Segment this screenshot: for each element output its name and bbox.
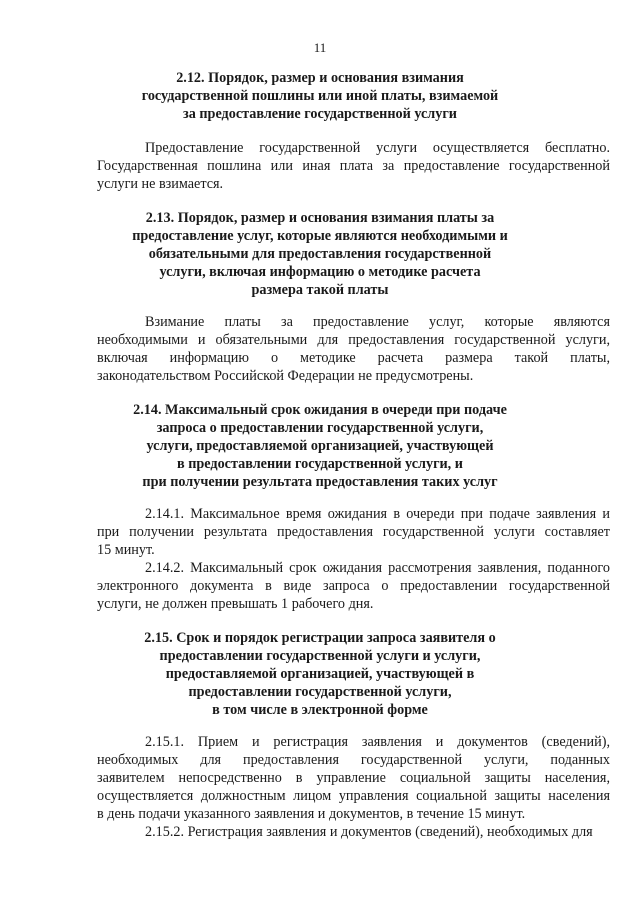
paragraph-line: электронного документа в виде запроса о предоставлении государственной	[97, 578, 610, 594]
section-heading-2-15-line: в том числе в электронной форме	[212, 702, 428, 718]
section-heading-2-12-line: государственной пошлины или иной платы, взимаемой	[141, 88, 499, 104]
section-heading-2-14-line: 2.14. Максимальный срок ожидания в очереди при подаче	[133, 402, 507, 418]
section-heading-2-13-line: обязательными для предоставления государственной	[148, 246, 492, 262]
section-heading-2-13-line: 2.13. Порядок, размер и основания взимания платы за	[145, 210, 495, 226]
section-heading-2-15-line: предоставлении государственной услуги и услуги,	[159, 648, 481, 664]
paragraph-line: Государственная пошлина или иная плата за предоставление государственной	[97, 158, 610, 174]
paragraph-line: 15 минут.	[97, 542, 155, 558]
section-heading-2-14-line: запроса о предоставлении государственной услуги,	[156, 420, 484, 436]
paragraph-line: законодательством Российской Федерации не предусмотрены.	[97, 368, 474, 384]
paragraph-line: осуществляется должностным лицом управления социальной защиты населения	[97, 788, 610, 804]
page-number: 11	[313, 40, 327, 55]
paragraph-line: заявителем непосредственно в управление социальной защиты населения,	[97, 770, 610, 786]
section-heading-2-15-line: 2.15. Срок и порядок регистрации запроса заявителя о	[144, 630, 496, 646]
section-heading-2-15-line: предоставляемой организацией, участвующей в	[165, 666, 475, 682]
paragraph-line: услуги, не должен превышать 1 рабочего дня.	[97, 596, 374, 612]
paragraph-line: Взимание платы за предоставление услуг, которые являются	[145, 314, 610, 330]
section-heading-2-12-line: 2.12. Порядок, размер и основания взимания	[176, 70, 464, 86]
paragraph-line: при получении результата предоставления государственной услуги составляет	[97, 524, 610, 540]
section-heading-2-14-line: услуги, предоставляемой организацией, участвующей	[146, 438, 494, 454]
paragraph-line: необходимых для предоставления государственной услуги, поданных	[97, 752, 610, 768]
paragraph-line: в день подачи указанного заявления и документов, в течение 15 минут.	[97, 806, 526, 822]
section-heading-2-13-line: предоставление услуг, которые являются необходимыми и	[132, 228, 508, 244]
paragraph-line: услуги не взимается.	[97, 176, 224, 192]
paragraph-line: включая информацию о методике расчета размера такой платы,	[97, 350, 610, 366]
section-heading-2-14-line: в предоставлении государственной услуги, и	[177, 456, 463, 472]
paragraph-line: 2.15.1. Прием и регистрация заявления и документов (сведений),	[145, 734, 610, 750]
section-heading-2-13-line: услуги, включая информацию о методике расчета	[159, 264, 481, 280]
paragraph-line: Предоставление государственной услуги осуществляется бесплатно.	[145, 140, 610, 156]
paragraph-line: 2.15.2. Регистрация заявления и документов (сведений), необходимых для	[145, 824, 593, 840]
paragraph-line: необходимыми и обязательными для предоставления государственной услуги,	[97, 332, 610, 348]
paragraph-line: 2.14.1. Максимальное время ожидания в очереди при подаче заявления и	[145, 506, 610, 522]
section-heading-2-15-line: предоставлении государственной услуги,	[188, 684, 452, 700]
section-heading-2-14-line: при получении результата предоставления таких услуг	[142, 474, 498, 490]
section-heading-2-13-line: размера такой платы	[251, 282, 389, 298]
section-heading-2-12-line: за предоставление государственной услуги	[183, 106, 457, 122]
paragraph-line: 2.14.2. Максимальный срок ожидания рассмотрения заявления, поданного	[145, 560, 610, 576]
